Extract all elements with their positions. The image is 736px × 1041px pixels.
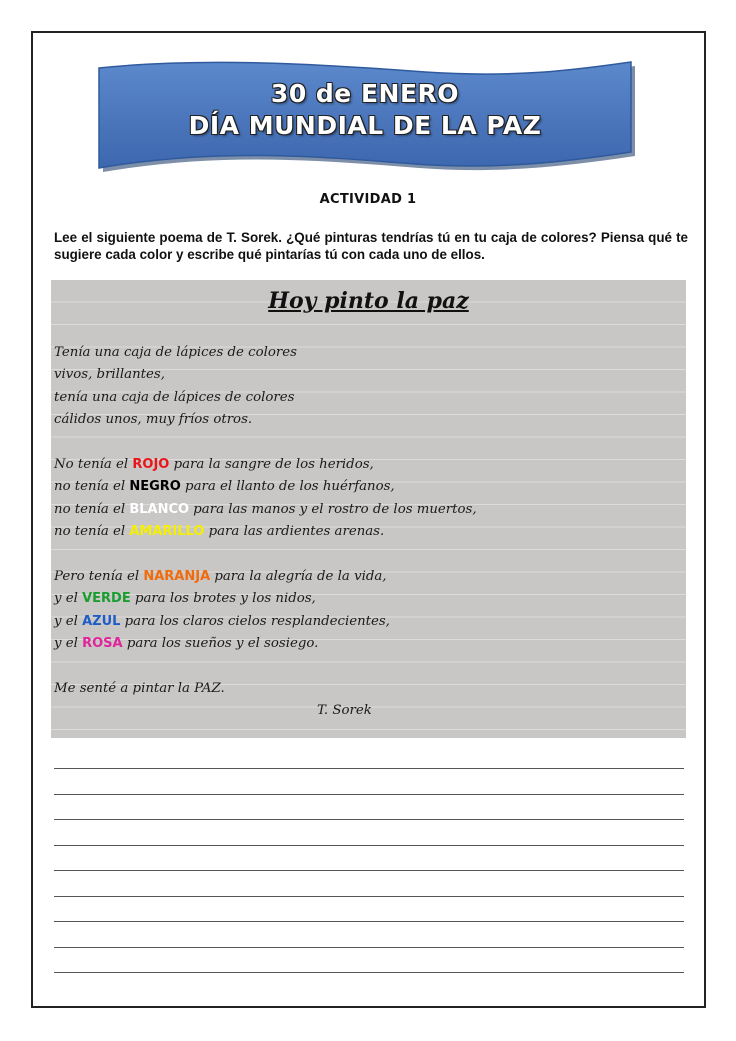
- line-text: no tenía el: [54, 501, 130, 517]
- answer-line[interactable]: [54, 794, 684, 795]
- line-text: No tenía el: [54, 456, 133, 472]
- answer-line[interactable]: [54, 972, 684, 973]
- poem-line: Tenía una caja de lápices de colores: [54, 345, 297, 360]
- banner-date: 30 de ENERO: [270, 79, 460, 108]
- poem-line: cálidos unos, muy fríos otros.: [54, 412, 253, 428]
- line-text: para las manos y el rostro de los muertos,: [189, 501, 477, 517]
- line-text: y el: [54, 636, 83, 652]
- color-word-blanco: BLANCO: [129, 501, 190, 517]
- answer-line[interactable]: [54, 845, 684, 846]
- color-word-amarillo: AMARILLO: [129, 524, 205, 540]
- line-text: y el: [54, 613, 83, 629]
- answer-line[interactable]: [54, 896, 684, 897]
- color-word-azul: AZUL: [82, 613, 121, 629]
- answer-line[interactable]: [54, 947, 684, 948]
- line-text: para los claros cielos resplandecientes,: [120, 613, 390, 629]
- poem-line: [54, 566, 674, 588]
- line-text: para los sueños y el sosiego.: [122, 636, 319, 652]
- title-banner: [95, 60, 635, 178]
- poem-line: [54, 454, 674, 476]
- poem-author: T. Sorek: [317, 703, 372, 719]
- line-text: y el: [54, 591, 83, 607]
- poem-closing-line: Me senté a pintar la PAZ.: [54, 680, 225, 696]
- answer-line[interactable]: [54, 819, 684, 820]
- poem-line: [54, 521, 674, 543]
- poem-line: [54, 633, 674, 655]
- line-text: para la alegría de la vida,: [210, 568, 387, 584]
- poem-line: vivos, brillantes,: [54, 367, 165, 383]
- line-text: para los brotes y los nidos,: [130, 591, 316, 607]
- line-text: para el llanto de los huérfanos,: [180, 479, 395, 495]
- line-text: para las ardientes arenas.: [204, 524, 385, 540]
- poem-panel: [51, 280, 686, 738]
- color-word-negro: NEGRO: [129, 479, 181, 495]
- line-text: para la sangre de los heridos,: [169, 456, 374, 472]
- color-word-rojo: ROJO: [132, 456, 170, 472]
- answer-line[interactable]: [54, 870, 684, 871]
- poem-line: [54, 611, 674, 633]
- instructions-text: Lee el siguiente poema de T. Sorek. ¿Qué pinturas tendrías tú en tu caja de colores? Piensa qué te sugiere cada color y escribe qué pintarías tú con cada uno de ellos.: [54, 230, 688, 262]
- color-word-naranja: NARANJA: [143, 568, 211, 584]
- poem-line: [54, 499, 674, 521]
- poem-body: [54, 342, 674, 723]
- activity-title: ACTIVIDAD 1: [319, 192, 417, 207]
- poem-line: [54, 476, 674, 498]
- line-text: no tenía el: [54, 524, 130, 540]
- answer-line[interactable]: [54, 768, 684, 769]
- poem-line: tenía una caja de lápices de colores: [54, 389, 295, 405]
- color-word-verde: VERDE: [82, 591, 131, 607]
- answer-line[interactable]: [54, 921, 684, 922]
- poem-title: Hoy pinto la paz: [268, 288, 469, 314]
- line-text: Pero tenía el: [54, 568, 144, 584]
- line-text: no tenía el: [54, 479, 130, 495]
- color-word-rosa: ROSA: [82, 636, 123, 652]
- poem-line: [54, 588, 674, 610]
- banner-title: DÍA MUNDIAL DE LA PAZ: [188, 111, 542, 140]
